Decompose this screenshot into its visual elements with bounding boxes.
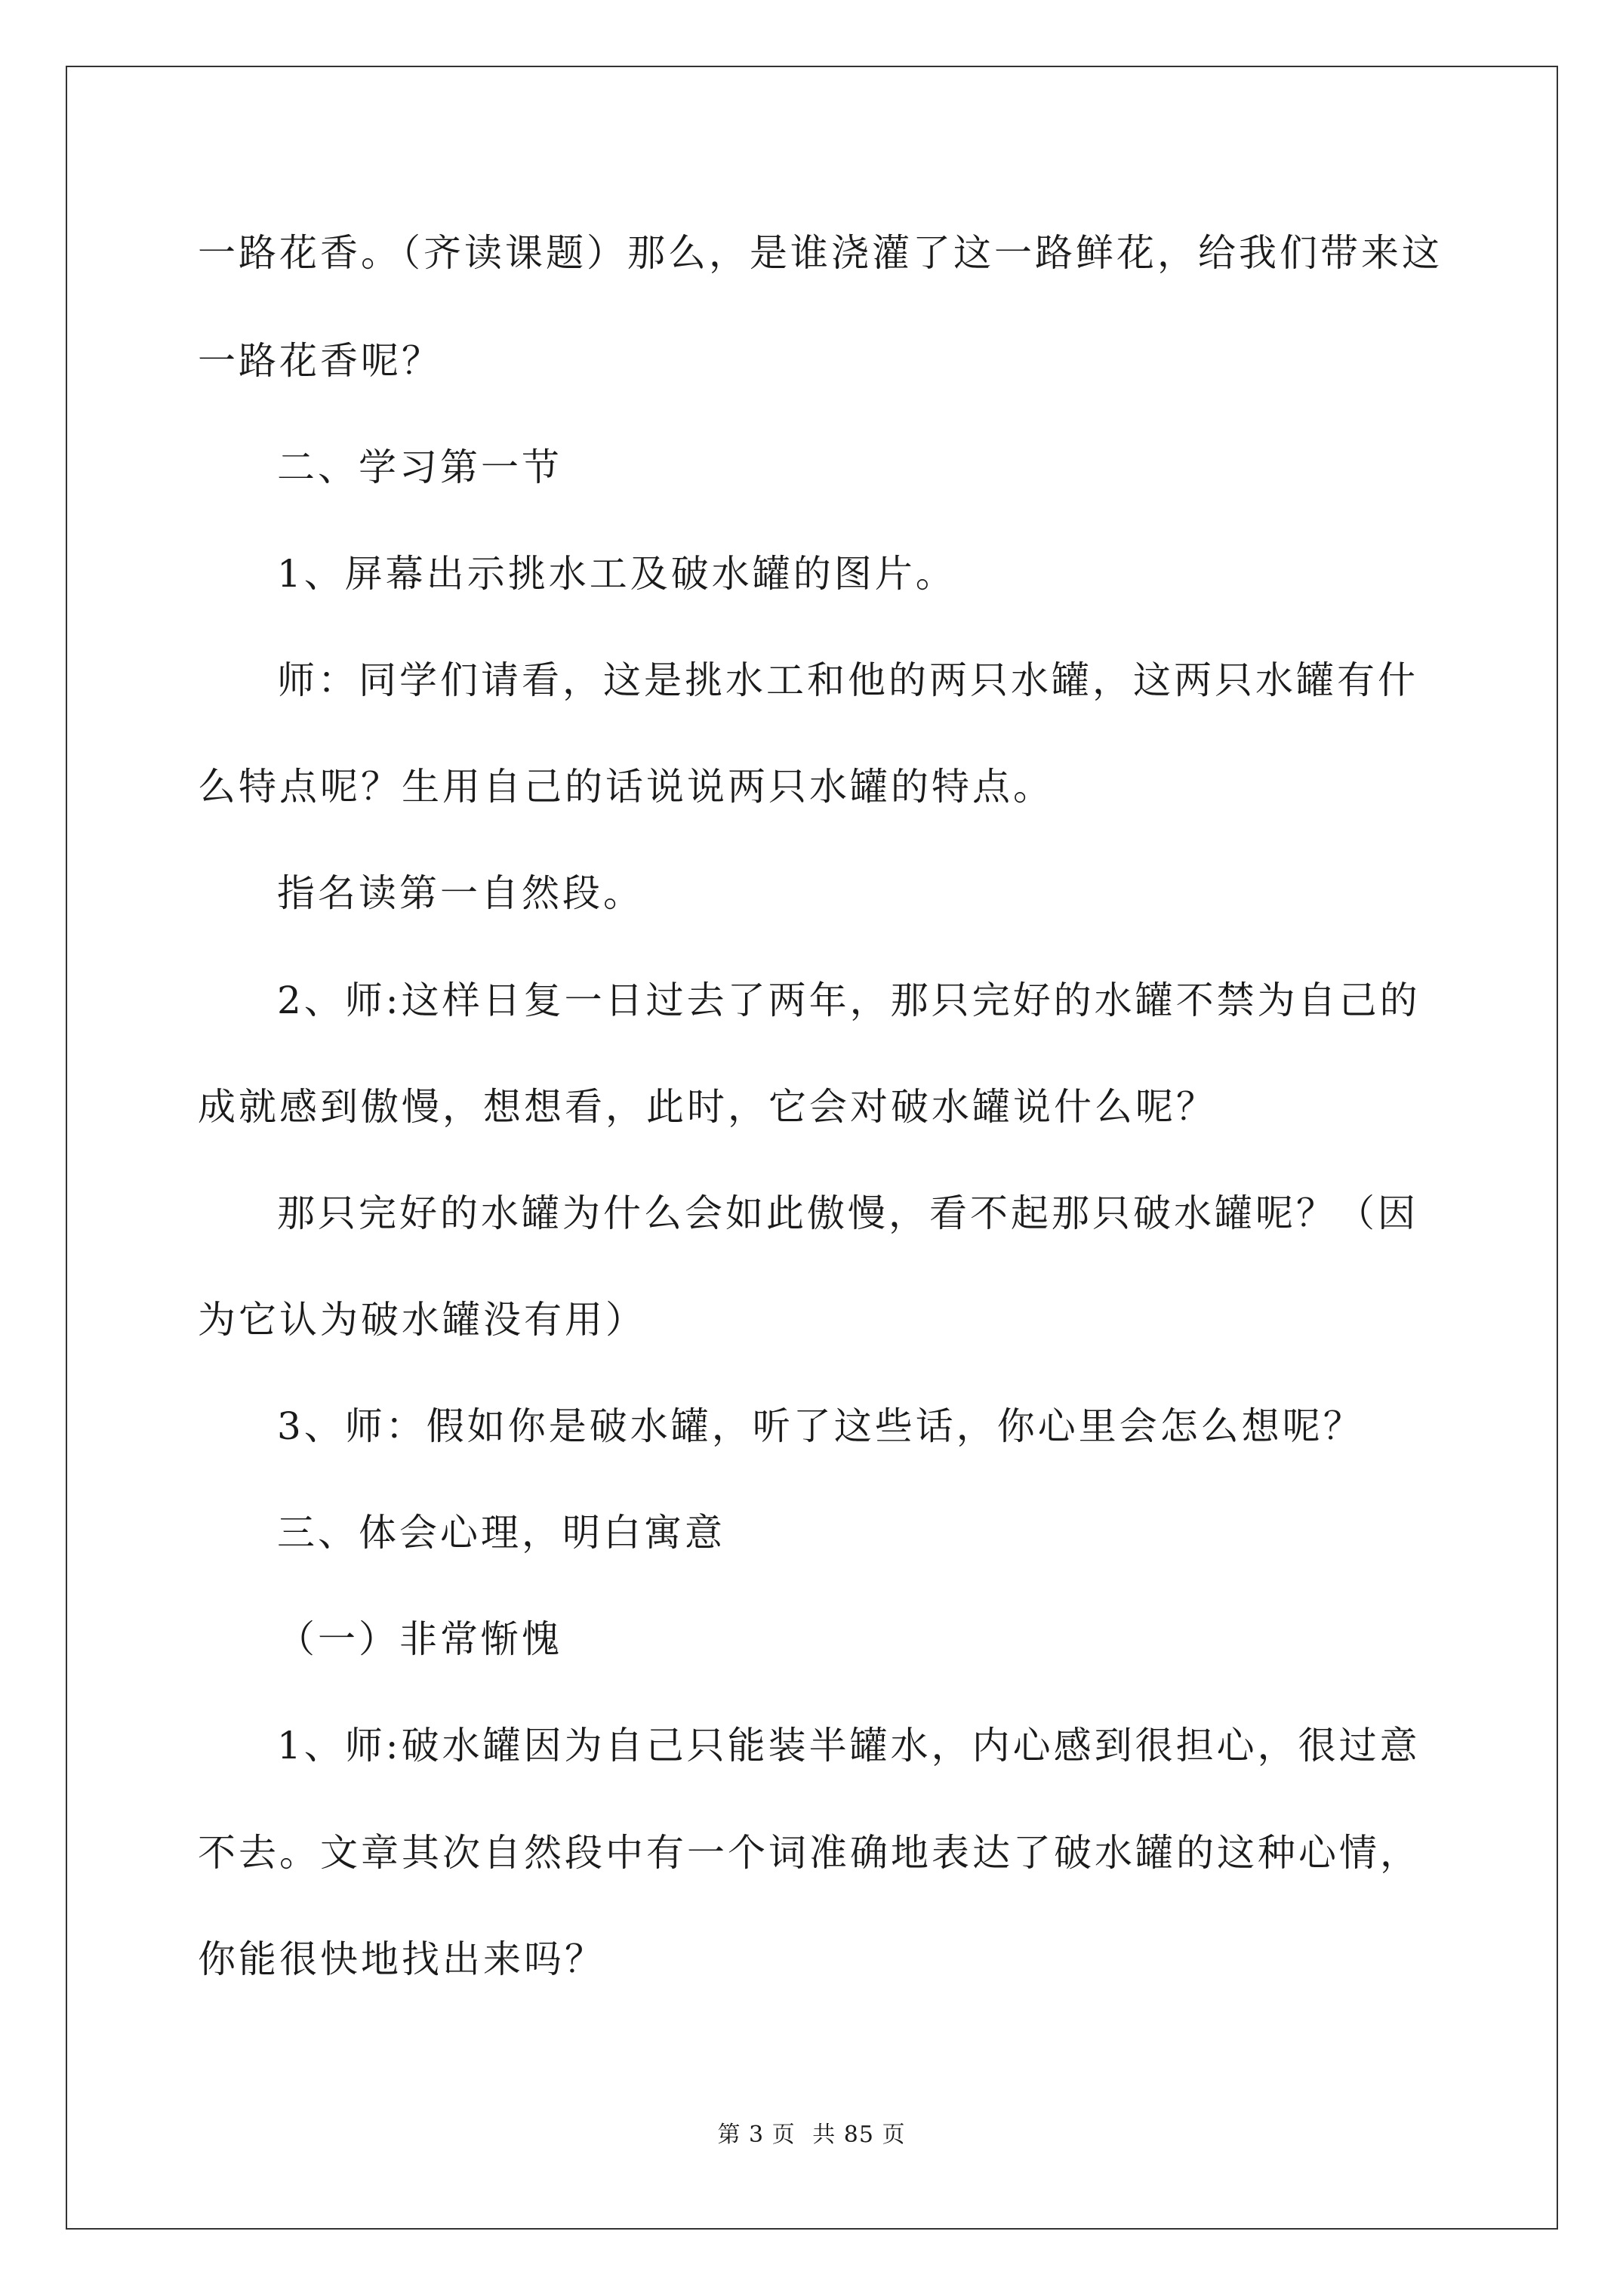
text-line: 么特点呢？生用自己的话说说两只水罐的特点。 — [198, 765, 1054, 809]
page-border — [66, 66, 1558, 2230]
text-line: 为它认为破水罐没有用） — [198, 1298, 646, 1342]
text-line: 你能很快地找出来吗？ — [198, 1937, 605, 1981]
page-footer — [0, 2120, 1623, 2150]
paragraph-line: 1、屏幕出示挑水工及破水罐的图片。 — [277, 552, 956, 596]
paragraph-line: 指名读第一自然段。 — [277, 871, 644, 915]
page-total: 共 85 页 — [812, 2122, 906, 2148]
text-line: 不去。文章其次自然段中有一个词准确地表达了破水罐的这种心情， — [198, 1831, 1421, 1875]
text-line: 一路花香。（齐读课题）那么，是谁浇灌了这一路鲜花，给我们带来这 — [198, 231, 1443, 275]
subsection-heading: （一）非常惭愧 — [277, 1617, 562, 1661]
paragraph-line: 2、师:这样日复一日过去了两年，那只完好的水罐不禁为自己的 — [277, 978, 1421, 1022]
page-number: 第 3 页 — [717, 2122, 796, 2148]
section-heading: 三、体会心理，明白寓意 — [277, 1511, 725, 1555]
paragraph-line: 1、师:破水罐因为自己只能装半罐水，内心感到很担心，很过意 — [277, 1724, 1421, 1767]
text-line: 成就感到傲慢，想想看，此时，它会对破水罐说什么呢？ — [198, 1085, 1217, 1129]
paragraph-line: 3、师：假如你是破水罐，听了这些话，你心里会怎么想呢？ — [277, 1404, 1364, 1448]
paragraph-line: 师：同学们请看，这是挑水工和他的两只水罐，这两只水罐有什 — [277, 658, 1418, 702]
section-heading: 二、学习第一节 — [277, 445, 562, 489]
paragraph-line: 那只完好的水罐为什么会如此傲慢，看不起那只破水罐呢？（因 — [277, 1191, 1418, 1235]
text-line: 一路花香呢？ — [198, 339, 442, 383]
